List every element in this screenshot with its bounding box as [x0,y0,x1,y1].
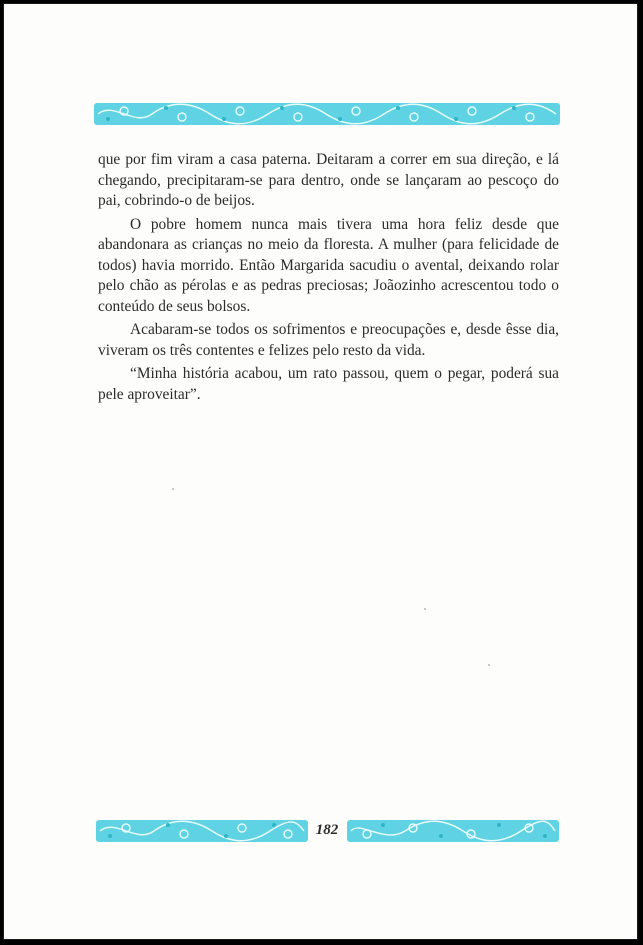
paragraph-2: O pobre homem nunca mais tivera uma hora feliz desde que abandonara as crianças no meio da floresta. A mulher (para felicidade de todos) havia morrido. Então Margarida sacudiu o avental, deixando rolar pelo chão as pérolas e as pedras preciosas; Joãozinho acrescentou todo o conteúdo de seus bolsos. [98,215,559,315]
top-ornament [94,99,560,129]
paragraph-4: “Minha história acabou, um rato passou, quem o pegar, poderá sua pele aproveitar”. [98,365,559,403]
paragraph-3: Acabaram-se todos os sofrimentos e preocupações e, desde êsse dia, viveram os três contentes e felizes pelo resto da vida. [98,321,559,359]
floral-border-icon [96,816,308,846]
paper-speck [488,664,490,666]
paper-speck [172,488,174,490]
paragraph-1: que por fim viram a casa paterna. Deitaram a correr em sua direção, e lá chegando, precipitaram-se para dentro, onde se lançaram ao pescoço do pai, cobrindo-o de beijos. [98,151,559,209]
story-text [98,150,559,408]
bottom-left-ornament [96,816,308,846]
page-number: 182 [315,822,339,838]
bottom-right-ornament [347,816,559,846]
paper-speck [424,608,426,610]
floral-border-icon [94,99,560,129]
floral-border-icon [347,816,559,846]
book-page [3,3,638,940]
